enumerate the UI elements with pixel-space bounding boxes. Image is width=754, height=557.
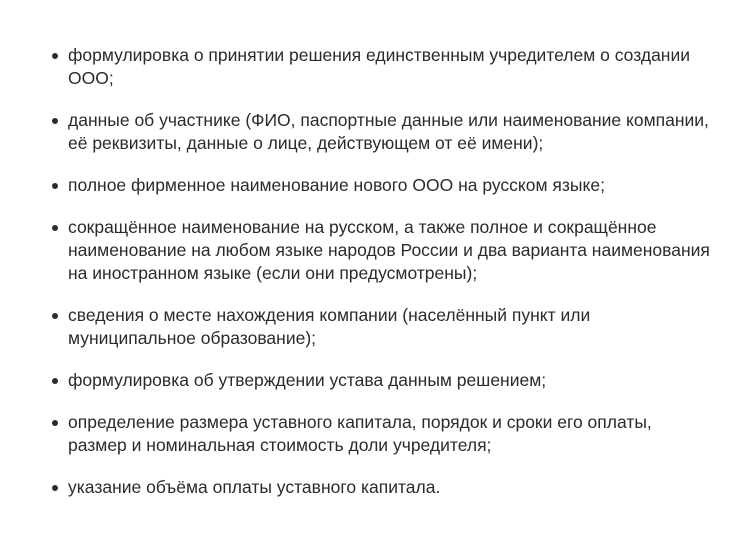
requirements-list <box>36 44 714 499</box>
list-item <box>36 44 714 90</box>
bullet-icon <box>52 378 58 384</box>
list-item <box>36 304 714 350</box>
list-item <box>36 216 714 285</box>
bullet-icon <box>52 420 58 426</box>
list-item-text: указание объёма оплаты уставного капитала. <box>68 477 441 497</box>
bullet-icon <box>52 485 58 491</box>
list-item-text: полное фирменное наименование нового ООО на русском языке; <box>68 175 605 195</box>
bullet-icon <box>52 118 58 124</box>
list-item-text: сокращённое наименование на русском, а также полное и сокращённое наименование на любом языке народов России и два варианта наименования на иностранном языке (если они предусмотрены); <box>68 217 710 283</box>
list-item <box>36 109 714 155</box>
list-item-text: сведения о месте нахождения компании (населённый пункт или муниципальное образование); <box>68 305 591 348</box>
bullet-icon <box>52 313 58 319</box>
list-item <box>36 174 714 197</box>
bullet-icon <box>52 183 58 189</box>
list-item-text: данные об участнике (ФИО, паспортные данные или наименование компании, её реквизиты, данные о лице, действующем от её имени); <box>68 110 709 153</box>
bullet-icon <box>52 53 58 59</box>
list-item-text: определение размера уставного капитала, порядок и сроки его оплаты, размер и номинальная стоимость доли учредителя; <box>68 412 652 455</box>
list-item-text: формулировка о принятии решения единственным учредителем о создании ООО; <box>68 45 691 88</box>
list-item <box>36 411 714 457</box>
list-item-text: формулировка об утверждении устава данным решением; <box>68 370 547 390</box>
list-item <box>36 369 714 392</box>
bullet-icon <box>52 225 58 231</box>
list-item <box>36 476 714 499</box>
